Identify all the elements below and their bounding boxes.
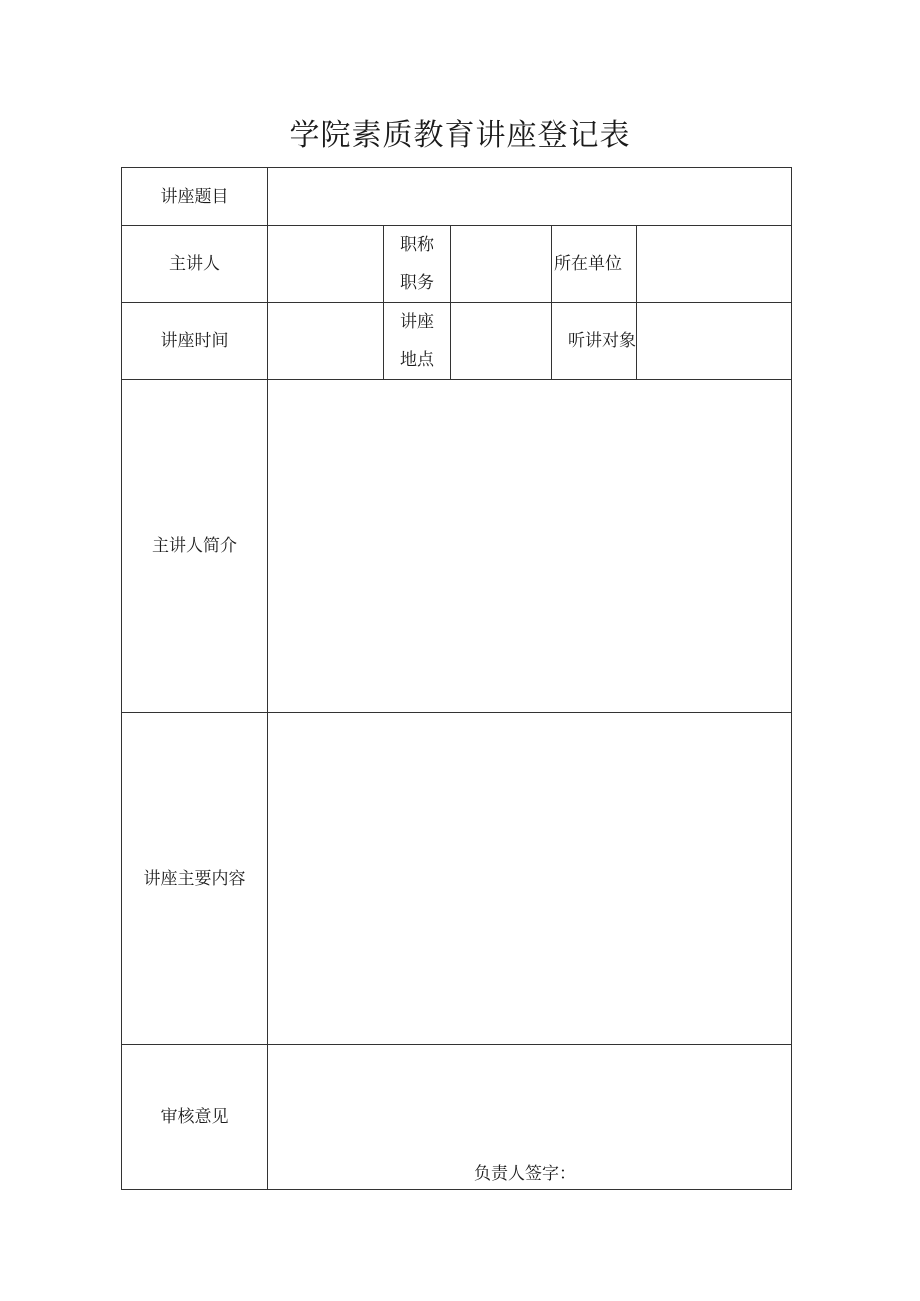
page-title: 学院素质教育讲座登记表 — [289, 118, 631, 153]
label-speaker: 主讲人 — [122, 226, 268, 303]
field-topic[interactable] — [268, 168, 792, 226]
signature-label: 负责人签字： — [474, 1164, 576, 1184]
row-speaker-intro — [122, 380, 792, 713]
label-review: 审核意见 — [122, 1045, 268, 1190]
label-title-position — [384, 226, 451, 303]
label-title-line2: 职务 — [400, 273, 434, 293]
field-audience[interactable] — [637, 303, 792, 380]
label-speaker-intro: 主讲人简介 — [122, 380, 268, 713]
label-time: 讲座时间 — [122, 303, 268, 380]
row-speaker — [122, 226, 792, 303]
row-review — [122, 1045, 792, 1190]
label-topic: 讲座题目 — [122, 168, 268, 226]
label-place-line2: 地点 — [400, 350, 434, 370]
registration-form-table — [121, 167, 792, 1190]
label-place — [384, 303, 451, 380]
field-unit[interactable] — [637, 226, 792, 303]
field-place[interactable] — [451, 303, 552, 380]
field-title-position[interactable] — [451, 226, 552, 303]
row-time — [122, 303, 792, 380]
label-main-content: 讲座主要内容 — [122, 713, 268, 1045]
field-review[interactable] — [268, 1045, 792, 1190]
field-time[interactable] — [268, 303, 384, 380]
label-place-line1: 讲座 — [400, 312, 434, 332]
label-unit: 所在单位 — [552, 226, 637, 303]
label-title-line1: 职称 — [400, 235, 434, 255]
label-audience: 听讲对象 — [552, 303, 637, 380]
field-speaker-intro[interactable] — [268, 380, 792, 713]
field-main-content[interactable] — [268, 713, 792, 1045]
field-speaker[interactable] — [268, 226, 384, 303]
row-topic — [122, 168, 792, 226]
row-main-content — [122, 713, 792, 1045]
